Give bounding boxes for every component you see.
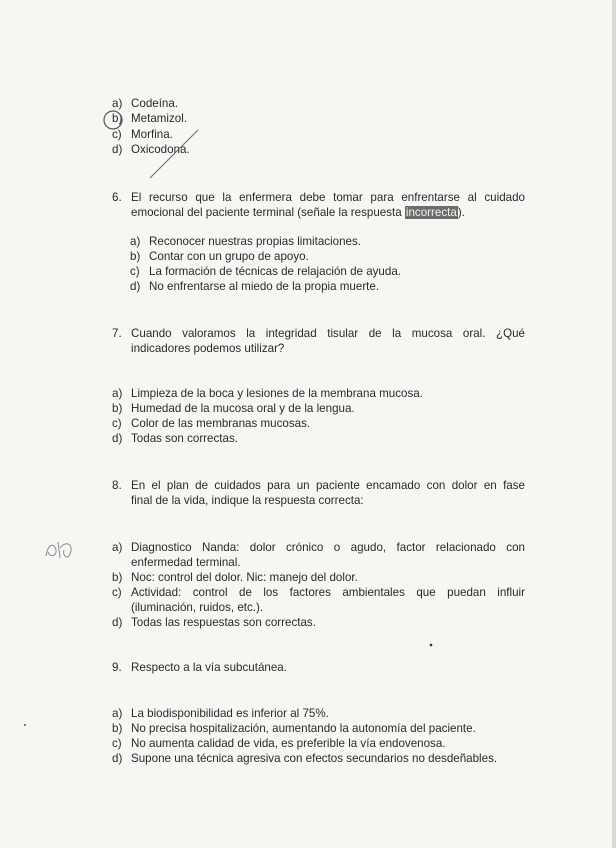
question-line: El recurso que la enfermera debe tomar para enfrentarse al cuidado [131, 191, 525, 204]
option-text: La formación de técnicas de relajación de ayuda. [149, 265, 401, 278]
option-line: Diagnostico Nanda: dolor crónico o agudo, factor relacionado con [131, 541, 525, 554]
option-text [131, 541, 525, 570]
option-letter: c) [112, 417, 122, 430]
option-text [131, 586, 525, 615]
option-text: Todas las respuestas son correctas. [131, 616, 316, 629]
question-number: 6. [112, 191, 122, 204]
option-letter: a) [112, 707, 123, 720]
option-letter: b) [112, 571, 123, 584]
question-line-2 [131, 206, 525, 221]
question-line-end: ). [457, 205, 465, 219]
question-line-2: final de la vida, indique la respuesta correcta: [131, 493, 364, 507]
option-letter: d) [112, 143, 123, 156]
option-text: La biodisponibilidad es inferior al 75%. [131, 707, 329, 720]
option-letter: a) [130, 235, 141, 248]
question-text [131, 479, 525, 508]
question-line: Cuando valoramos la integridad tisular de la mucosa oral. ¿Qué [131, 327, 525, 340]
option-letter: c) [112, 737, 122, 750]
option-line-2: (iluminación, ruidos, etc.). [131, 600, 264, 614]
option-letter: d) [130, 280, 141, 293]
option-text: Supone una técnica agresiva con efectos secundarios no desdeñables. [131, 752, 498, 765]
ink-dot [428, 642, 434, 648]
option-text: Metamizol. [131, 112, 188, 125]
option-text: Oxicodona. [131, 143, 190, 156]
option-letter: d) [112, 432, 123, 445]
question-line-text: emocional del paciente terminal (señale la respuesta [131, 205, 405, 219]
option-line-2: enfermedad terminal. [131, 555, 241, 569]
option-text: No precisa hospitalización, aumentando la autonomía del paciente. [131, 722, 476, 735]
option-letter: c) [112, 128, 122, 141]
ink-dot [22, 722, 28, 728]
handwritten-answer-marks [100, 106, 210, 182]
option-text: Todas son correctas. [131, 432, 238, 445]
option-text: Reconocer nuestras propias limitaciones. [149, 235, 362, 248]
option-text: No enfrentarse al miedo de la propia muerte. [149, 280, 380, 293]
question-line-2: indicadores podemos utilizar? [131, 341, 285, 355]
option-letter: a) [112, 387, 123, 400]
option-letter: a) [112, 97, 123, 110]
question-number: 9. [112, 661, 122, 674]
option-letter: c) [112, 586, 122, 599]
scan-edge [612, 0, 616, 848]
option-text: Contar con un grupo de apoyo. [149, 250, 309, 263]
question-text [131, 191, 525, 220]
option-text: Noc: control del dolor. Nic: manejo del dolor. [131, 571, 358, 584]
option-letter: b) [112, 402, 123, 415]
option-text: Codeína. [131, 97, 179, 110]
handwritten-margin-mark [42, 536, 78, 564]
option-letter: b) [130, 250, 141, 263]
question-number: 7. [112, 327, 122, 340]
option-line: Actividad: control de los factores ambientales que puedan influir [131, 586, 525, 599]
option-letter: b) [112, 722, 123, 735]
question-number: 8. [112, 479, 122, 492]
option-letter: d) [112, 616, 123, 629]
question-line: En el plan de cuidados para un paciente encamado con dolor en fase [131, 479, 525, 492]
option-text: Limpieza de la boca y lesiones de la membrana mucosa. [131, 387, 423, 400]
option-text: No aumenta calidad de vida, es preferible la vía endovenosa. [131, 737, 446, 750]
option-letter: c) [130, 265, 140, 278]
option-text: Morfina. [131, 128, 173, 141]
option-letter: a) [112, 541, 123, 554]
option-text: Humedad de la mucosa oral y de la lengua. [131, 402, 355, 415]
option-text: Color de las membranas mucosas. [131, 417, 311, 430]
highlighted-word: incorrecta [405, 205, 457, 219]
option-letter: d) [112, 752, 123, 765]
question-text [131, 327, 525, 356]
option-letter: b) [112, 112, 123, 125]
question-text: Respecto a la vía subcutánea. [131, 661, 287, 674]
